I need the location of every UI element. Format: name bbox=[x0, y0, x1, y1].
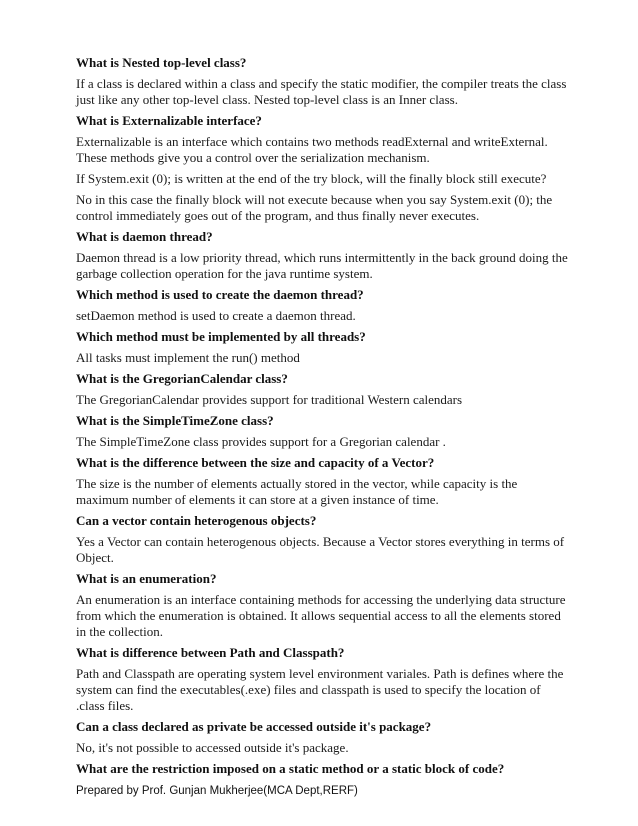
answer: No in this case the finally block will not execute because when you say System.exit (0); the control immediately goes out of the program, and thus finally never executes. bbox=[76, 192, 553, 223]
question: Which method is used to create the daemon thread? bbox=[76, 287, 364, 302]
question: What is the SimpleTimeZone class? bbox=[76, 413, 274, 428]
question: Can a vector contain heterogenous objects? bbox=[76, 513, 317, 528]
question: What is the difference between the size and capacity of a Vector? bbox=[76, 455, 435, 470]
question: What is Nested top-level class? bbox=[76, 55, 247, 70]
answer: Externalizable is an interface which contains two methods readExternal and writeExternal. These methods give you a control over the serialization mechanism. bbox=[76, 134, 548, 165]
answer: No, it's not possible to accessed outside it's package. bbox=[76, 740, 349, 755]
question: What is daemon thread? bbox=[76, 229, 213, 244]
question: What is the GregorianCalendar class? bbox=[76, 371, 288, 386]
answer: The size is the number of elements actually stored in the vector, while capacity is the maximum number of elements it can store at a given instance of time. bbox=[76, 476, 518, 507]
answer: An enumeration is an interface containing methods for accessing the underlying data structure from which the enumeration is obtained. It allows sequential access to all the elements stored in the collection. bbox=[76, 592, 566, 639]
answer: setDaemon method is used to create a daemon thread. bbox=[76, 308, 356, 323]
question: What are the restriction imposed on a static method or a static block of code? bbox=[76, 761, 505, 776]
question: What is an enumeration? bbox=[76, 571, 217, 586]
answer: Path and Classpath are operating system level environment variales. Path is defines where the system can find the executables(.exe) files and classpath is used to specify the location of .class files. bbox=[76, 666, 564, 713]
question: Can a class declared as private be accessed outside it's package? bbox=[76, 719, 432, 734]
qa-content bbox=[76, 55, 572, 782]
question: Which method must be implemented by all threads? bbox=[76, 329, 366, 344]
answer: If a class is declared within a class and specify the static modifier, the compiler treats the class just like any other top-level class. Nested top-level class is an Inner class. bbox=[76, 76, 567, 107]
page-footer: Prepared by Prof. Gunjan Mukherjee(MCA Dept,RERF) bbox=[76, 785, 358, 797]
question: If System.exit (0); is written at the end of the try block, will the finally block still execute? bbox=[76, 171, 547, 186]
answer: Daemon thread is a low priority thread, which runs intermittently in the back ground doing the garbage collection operation for the java runtime system. bbox=[76, 250, 568, 281]
question: What is Externalizable interface? bbox=[76, 113, 262, 128]
answer: The SimpleTimeZone class provides support for a Gregorian calendar . bbox=[76, 434, 446, 449]
answer: All tasks must implement the run() method bbox=[76, 350, 300, 365]
question: What is difference between Path and Classpath? bbox=[76, 645, 345, 660]
answer: Yes a Vector can contain heterogenous objects. Because a Vector stores everything in terms of Object. bbox=[76, 534, 565, 565]
answer: The GregorianCalendar provides support for traditional Western calendars bbox=[76, 392, 463, 407]
